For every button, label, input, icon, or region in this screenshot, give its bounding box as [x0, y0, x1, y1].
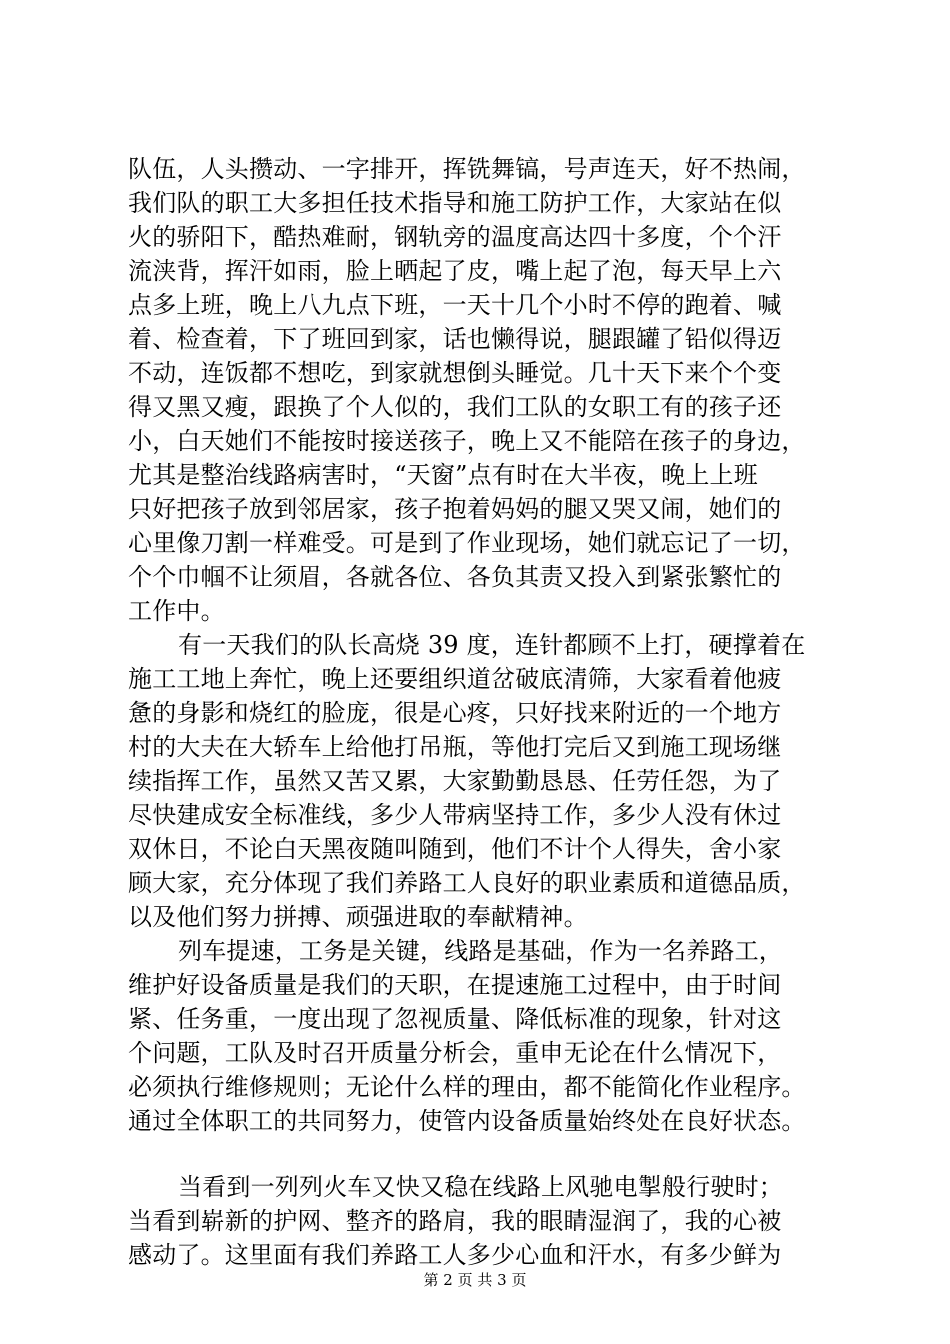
text-line: 点多上班，晚上八九点下班，一天十几个小时不停的跑着、喊 [128, 291, 782, 319]
text-line: 工作中。 [128, 597, 225, 625]
text-line: 个问题，工队及时召开质量分析会，重申无论在什么情况下， [128, 1039, 782, 1067]
text-line: 施工工地上奔忙，晚上还要组织道岔破底清筛，大家看着他疲 [128, 665, 782, 693]
text-line: 小，白天她们不能按时接送孩子，晚上又不能陪在孩子的身边， [128, 427, 806, 455]
text-line: 得又黑又瘦，跟换了个人似的，我们工队的女职工有的孩子还 [128, 393, 782, 421]
text-line: 只好把孩子放到邻居家，孩子抱着妈妈的腿又哭又闹，她们的 [128, 495, 782, 523]
text-line: 心里像刀割一样难受。可是到了作业现场，她们就忘记了一切， [128, 529, 806, 557]
text-line: 队伍，人头攒动、一字排开，挥铣舞镐，号声连天，好不热闹， [128, 155, 806, 183]
text-line: 维护好设备质量是我们的天职，在提速施工过程中，由于时间 [128, 971, 782, 999]
paragraph-gap [128, 1138, 848, 1170]
page-footer: 第 2 页 共 3 页 [423, 1271, 527, 1289]
text-line: 紧、任务重，一度出现了忽视质量、降低标准的现象，针对这 [128, 1005, 782, 1033]
text-line: 惫的身影和烧红的脸庞，很是心疼，只好找来附近的一个地方 [128, 699, 782, 727]
body-text [128, 152, 848, 1272]
text-line: 火的骄阳下，酷热难耐，钢轨旁的温度高达四十多度，个个汗 [128, 223, 782, 251]
text-line: 我们队的职工大多担任技术指导和施工防护工作，大家站在似 [128, 189, 782, 217]
text-line: 续指挥工作，虽然又苦又累，大家勤勤恳恳、任劳任怨，为了 [128, 767, 782, 795]
text-line: 双休日，不论白天黑夜随叫随到，他们不计个人得失，舍小家 [128, 835, 782, 863]
text-line: 不动，连饭都不想吃，到家就想倒头睡觉。几十天下来个个变 [128, 359, 782, 387]
paragraph-first-line: 有一天我们的队长高烧 39 度，连针都顾不上打，硬撑着在 [178, 631, 806, 659]
text-line: 通过全体职工的共同努力，使管内设备质量始终处在良好状态。 [128, 1107, 806, 1135]
text-line: 尽快建成安全标准线，多少人带病坚持工作，多少人没有休过 [128, 801, 782, 829]
text-line: 着、检查着，下了班回到家，话也懒得说，腿跟罐了铅似得迈 [128, 325, 782, 353]
text-line: 感动了。这里面有我们养路工人多少心血和汗水，有多少鲜为 [128, 1241, 782, 1269]
paragraph-first-line: 当看到一列列火车又快又稳在线路上风驰电掣般行驶时； [178, 1173, 783, 1201]
text-line: 必须执行维修规则；无论什么样的理由，都不能简化作业程序。 [128, 1073, 806, 1101]
text-line: 村的大夫在大轿车上给他打吊瓶，等他打完后又到施工现场继 [128, 733, 782, 761]
paragraph-first-line: 列车提速，工务是关键，线路是基础，作为一名养路工， [178, 937, 783, 965]
text-line: 当看到崭新的护网、整齐的路肩，我的眼睛湿润了，我的心被 [128, 1207, 782, 1235]
text-line: 尤其是整治线路病害时，“天窗”点有时在大半夜，晚上上班 [128, 461, 758, 489]
text-line: 流浃背，挥汗如雨，脸上晒起了皮，嘴上起了泡，每天早上六 [128, 257, 782, 285]
text-line: 以及他们努力拼搏、顽强进取的奉献精神。 [128, 903, 588, 931]
text-line: 顾大家，充分体现了我们养路工人良好的职业素质和道德品质， [128, 869, 806, 897]
text-line: 个个巾帼不让须眉，各就各位、各负其责又投入到紧张繁忙的 [128, 563, 782, 591]
